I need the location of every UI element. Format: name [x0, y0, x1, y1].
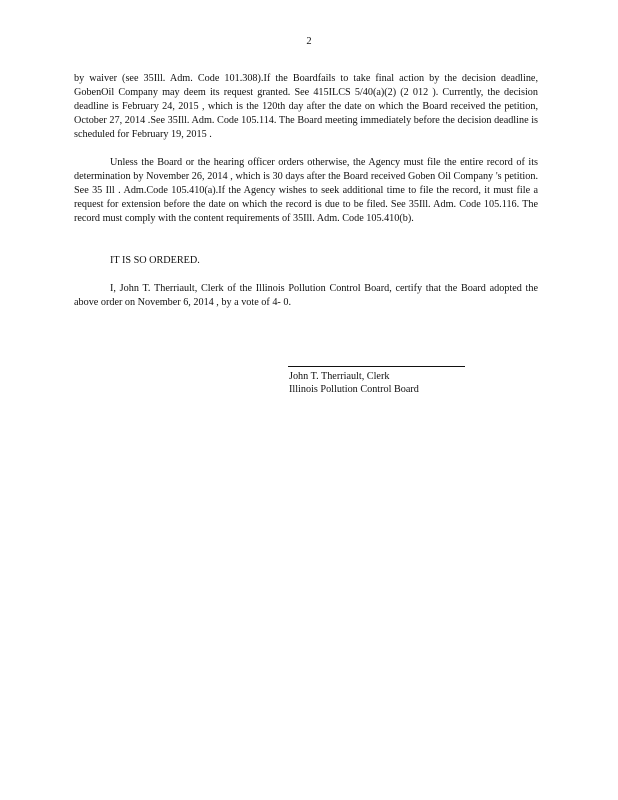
board-name: Illinois Pollution Control Board — [289, 384, 419, 395]
page-number: 2 — [306, 36, 312, 47]
order-statement: IT IS SO ORDERED. — [110, 255, 200, 266]
signature-block — [289, 370, 419, 396]
signature-line — [288, 366, 465, 367]
paragraph-agency-record: Unless the Board or the hearing officer orders otherwise, the Agency must file the entire record of its determination by November 26, 2014 , which is 30 days after the Board received Goben Oil Company 's petition. See 35 Ill . Adm.Code 105.410(a).If the Agency wishes to seek additional time to file the record, it must file a request for extension before the date on which the record is due to be filed. See 35Ill. Adm. Code 105.116. The record must comply with the content requirements of 35Ill. Adm. Code 105.410(b). — [74, 157, 538, 224]
paragraph-decision-deadline: by waiver (see 35Ill. Adm. Code 101.308).If the Boardfails to take final action by the decision deadline, GobenOil Company may deem its request granted. See 415ILCS 5/40(a)(2) (2 012 ). Currently, the decision deadline is February 24, 2015 , which is the 120th day after the date on which the Board received the petition, October 27, 2014 .See 35Ill. Adm. Code 105.114. The Board meeting immediately before the decision deadline is scheduled for February 19, 2015 . — [74, 73, 538, 140]
clerk-certification: I, John T. Therriault, Clerk of the Illinois Pollution Control Board, certify that the Board adopted the above order on November 6, 2014 , by a vote of 4- 0. — [74, 283, 538, 308]
clerk-name: John T. Therriault, Clerk — [289, 371, 390, 382]
